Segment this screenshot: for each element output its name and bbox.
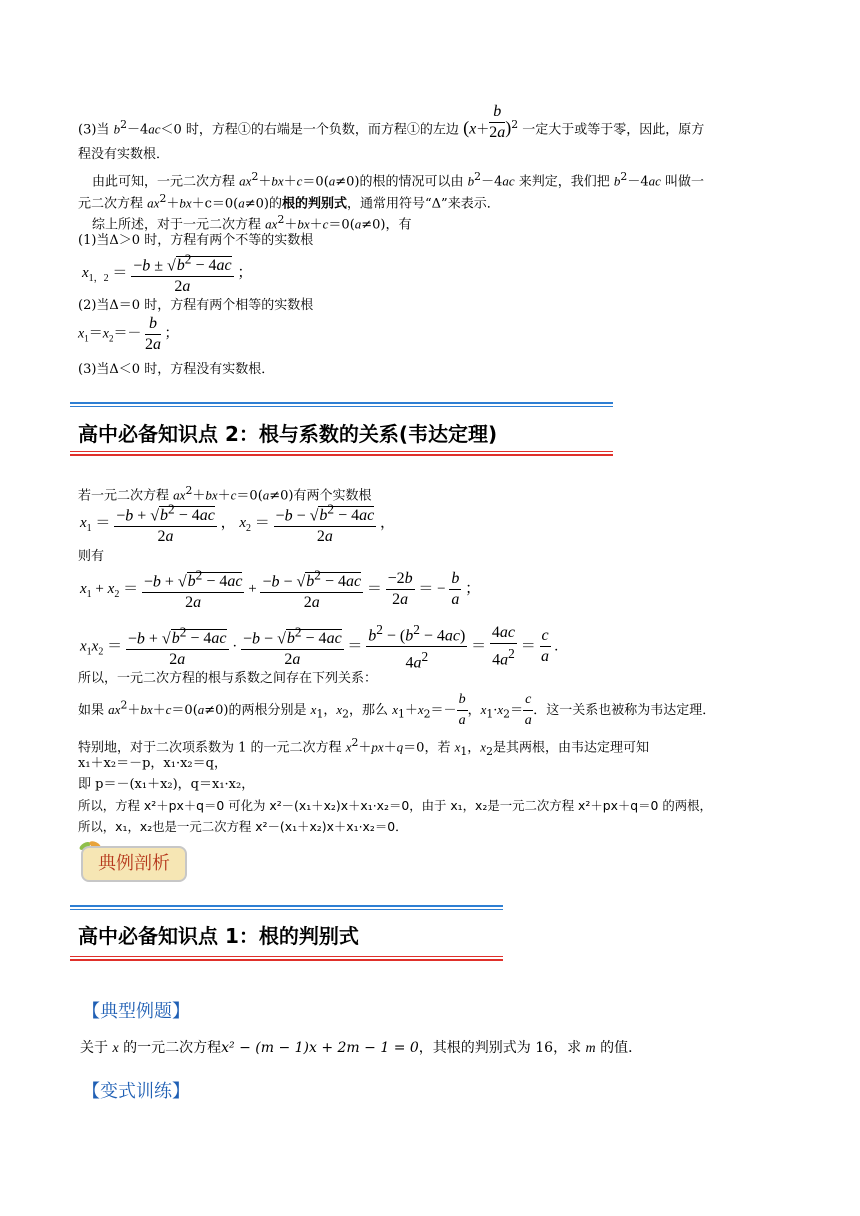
case3-summary-line: [78, 361, 274, 379]
pq-line-2: 即 p＝－(x₁＋x₂)，q＝x₁·x₂，: [78, 777, 255, 792]
text: 元二次方程: [78, 196, 144, 212]
text: 综上所述，对于一元二次方程: [92, 217, 262, 233]
case2-line: [78, 297, 313, 315]
text: ，有: [385, 217, 412, 233]
typical-example-label: 【典型例题】: [82, 1001, 190, 1022]
conclusion-line: 由此可知，一元二次方程 $ax^2+bx+c=0(a\ne 0)$的根的情况可以由 $b^2-4ac$ 来判定，我们把 $b^2-4ac$ 叫做一: [92, 170, 705, 190]
text: x: [112, 1041, 119, 1056]
formula-sum: $x_1 + x_2$ ＝ $\frac{-b + √b^2 - 4ac}{2a}$ + $\frac{-b - √b^2 - 4ac}{2a}$ ＝ $\frac{-2b}{2a}$ ＝ − $\frac{b}{a}$ ；: [80, 568, 481, 612]
text: 的两根分别是: [228, 703, 307, 718]
summary-line: 综上所述，对于一元二次方程 $ax^2+bx+c=0(a\ne 0)$，有: [92, 213, 412, 233]
conclusion-line-2: 元二次方程 $ax^2+bx+c=0(a\ne 0)$的根的判别式，通常用符号“Δ”来表示．: [78, 192, 500, 212]
special-line: 特别地，对于二次项系数为 1 的一元二次方程 $x^2+px+q=0$，若 $x_1$，$x_2$是其两根，由韦达定理可知: [78, 736, 649, 758]
text: 叫做一: [665, 174, 705, 190]
case1-line: [78, 232, 313, 250]
heading-top-rule-thin-2: [70, 909, 503, 910]
heading-bottom-rule-thin: [70, 451, 613, 452]
text: 程没有实数根．: [78, 147, 170, 162]
text: (3)当: [78, 122, 110, 138]
text: 由此可知，一元二次方程: [92, 174, 236, 190]
text: (1)当Δ＞0 时，方程有两个不等的实数根: [78, 233, 314, 248]
case3-line: (3)当 $b^2-4ac<0$ 时，方程①的右端是一个负数，而方程①的左边 (x＋ $\frac{b}{2a}$ )$^2$ 一定大于或等于零，因此，原方: [78, 103, 705, 142]
text: ，求: [553, 1040, 582, 1056]
text: 一定大于或等于零，因此，原方: [522, 122, 705, 138]
intro-line: 若一元二次方程 $ax^2+bx+c=0(a\ne 0)$有两个实数根: [78, 484, 372, 504]
text: m: [585, 1041, 596, 1056]
variant-training-label: 【变式训练】: [82, 1081, 190, 1102]
heading-bottom-rule: [70, 454, 613, 456]
text: ，其根的判别式为: [418, 1040, 531, 1056]
heading-top-rule-2: [70, 905, 503, 907]
case3-line-2: [78, 146, 169, 164]
heading-bottom-rule-thin-2: [70, 956, 503, 957]
vieta-line: 如果 $ax^2+bx+c=0(a\ne 0)$的两根分别是 $x_1$，$x_2$，那么 $x_1+x_2=-$ $\frac{b}{a}$ ，$x_1\cdot x_2=$ $\frac{c}{a}$ ．这一关系也被称为韦达定理．: [78, 692, 716, 728]
formula-roots: $x_{1,2}$ ＝ $\frac{-b \pm √b^2 - 4ac}{2a}$ ；: [82, 252, 253, 296]
formula-double-root: $x_1=x_2=-$ $\frac{b}{2a}$ ；: [78, 315, 179, 353]
text: ，那么: [349, 703, 389, 718]
discriminant-term: 根的判别式: [282, 196, 348, 212]
text: 的一元二次方程: [123, 1040, 222, 1056]
section-heading-discriminant: 高中必备知识点 1：根的判别式: [78, 924, 359, 948]
text: ，若: [424, 740, 451, 756]
section-heading-vieta: 高中必备知识点 2：根与系数的关系(韦达定理): [78, 422, 498, 446]
so-line: [78, 670, 377, 688]
text: 来判定，我们把: [518, 174, 610, 190]
text: 关于: [80, 1040, 108, 1056]
text: 特别地，对于二次项系数为 1 的一元二次方程: [78, 740, 342, 756]
formula-product: $x_1x_2$ ＝ $\frac{-b + √b^2 - 4ac}{2a}$ · $\frac{-b - √b^2 - 4ac}{2a}$ ＝ $\frac{b^2 - (b^2 - 4ac)}{4a^2}$ ＝ $\frac{4ac}{4a^2}$ ＝ $\frac{c}{a}$ .: [80, 622, 559, 672]
formula-two-roots: $x_1$ ＝ $\frac{-b + √b^2 - 4ac}{2a}$ ， $x_2$ ＝ $\frac{-b - √b^2 - 4ac}{2a}$ ，: [80, 502, 395, 546]
text: ．这一关系也被称为韦达定理．: [533, 703, 716, 718]
text: 的根的情况可以由: [359, 174, 464, 190]
then-line: [78, 548, 104, 566]
pq-line-1: x₁＋x₂＝－p，x₁·x₂＝q，: [78, 756, 227, 771]
text: 的值．: [600, 1040, 643, 1056]
heading-top-rule: [70, 402, 613, 404]
text: 时，方程①的右端是一个负数，而方程①的左边: [185, 122, 459, 138]
heading-top-rule-thin: [70, 406, 613, 407]
text: 所以，一元二次方程的根与系数之间存在下列关系：: [78, 671, 378, 686]
text: 是其两根，由韦达定理可知: [492, 740, 649, 756]
text: 若一元二次方程: [78, 488, 170, 504]
text: 有两个实数根: [293, 488, 372, 504]
pq-line-3: 所以，方程 x²＋px＋q＝0 可化为 x²－(x₁＋x₂)x＋x₁·x₂＝0，由于 x₁，x₂是一元二次方程 x²＋px＋q＝0 的两根，: [78, 798, 712, 813]
example-equation: x² − (m − 1)x + 2m − 1 = 0: [221, 1040, 419, 1056]
example-question: [80, 1039, 642, 1058]
heading-bottom-rule-2: [70, 959, 503, 961]
text: 如果: [78, 703, 105, 718]
text: 16: [535, 1040, 554, 1056]
text: 则有: [78, 549, 105, 564]
text: (2)当Δ＝0 时，方程有两个相等的实数根: [78, 298, 314, 313]
example-analysis-badge: 典例剖析: [81, 846, 187, 882]
pq-line-4: 所以，x₁，x₂也是一元二次方程 x²－(x₁＋x₂)x＋x₁·x₂＝0．: [78, 819, 408, 834]
text: (3)当Δ＜0 时，方程没有实数根．: [78, 362, 275, 377]
text: ，通常用符号“Δ”来表示．: [347, 196, 500, 212]
